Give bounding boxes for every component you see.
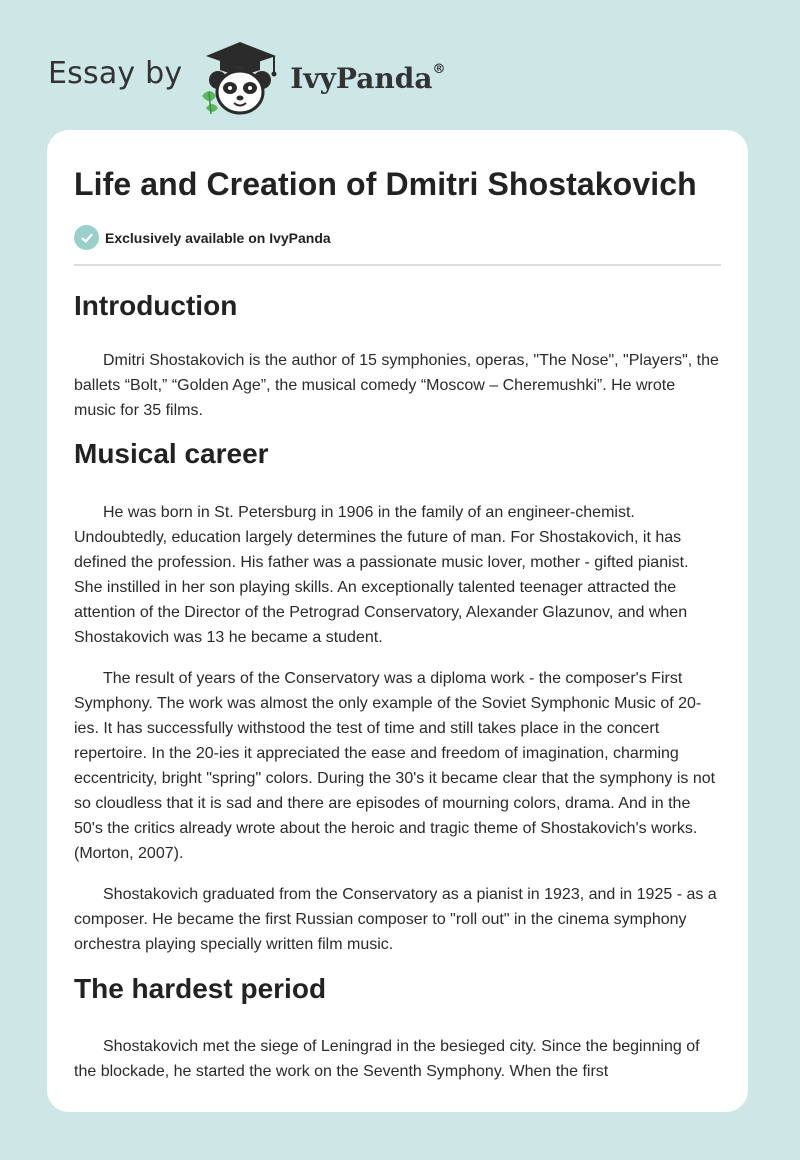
exclusive-label: Exclusively available on IvyPanda — [105, 229, 331, 246]
exclusive-badge — [74, 225, 721, 250]
paragraph: The result of years of the Conservatory was a diploma work - the composer's First Symphony. The work was almost the only example of the Soviet Symphonic Music of 20-ies. It has successfully withstood the test of time and still takes place in the concert repertoire. In the 20-ies it appreciated the ease and freedom of imagination, charming eccentricity, bright "spring" colors. During the 30's it became clear that the symphony is not so cloudless that it is sad and there are episodes of mourning colors, drama. And in the 50's the critics already wrote about the heroic and tragic theme of Shostakovich's works. (Morton, 2007). — [74, 670, 716, 862]
divider — [74, 264, 721, 266]
check-icon — [74, 225, 99, 250]
paragraph: Dmitri Shostakovich is the author of 15 symphonies, operas, "The Nose", "Players", the ballets “Bolt,” “Golden Age”, the musical comedy “Moscow – Cheremushki”. He wrote music for 35 films. — [74, 352, 719, 419]
section-heading-musical-career: Musical career — [74, 438, 269, 469]
section-heading-introduction: Introduction — [74, 290, 238, 321]
essay-by-label: Essay by — [48, 55, 183, 91]
section-heading-hardest-period: The hardest period — [74, 973, 327, 1004]
paragraph: He was born in St. Petersburg in 1906 in the family of an engineer-chemist. Undoubtedly, education largely determines the future of man. For Shostakovich, it has defined the profession. His father was a passionate music lover, mother - gifted pianist. She instilled in her son playing skills. An exceptionally talented teenager attracted the attention of the Director of the Petrograd Conservatory, Alexander Glazunov, and when Shostakovich was 13 he became a student. — [74, 504, 689, 646]
site-header — [48, 36, 445, 116]
article-title: Life and Creation of Dmitri Shostakovich — [74, 166, 697, 202]
brand-name[interactable]: IvyPanda® — [290, 61, 446, 95]
paragraph: Shostakovich graduated from the Conservatory as a pianist in 1923, and in 1925 - as a composer. He became the first Russian composer to "roll out" in the cinema symphony orchestra playing specially written film music. — [74, 886, 717, 953]
panda-graduate-icon[interactable] — [196, 36, 288, 116]
paragraph: Shostakovich met the siege of Leningrad in the besieged city. Since the beginning of the blockade, he started the work on the Seventh Symphony. When the first — [74, 1038, 700, 1080]
article-card — [47, 130, 748, 1112]
